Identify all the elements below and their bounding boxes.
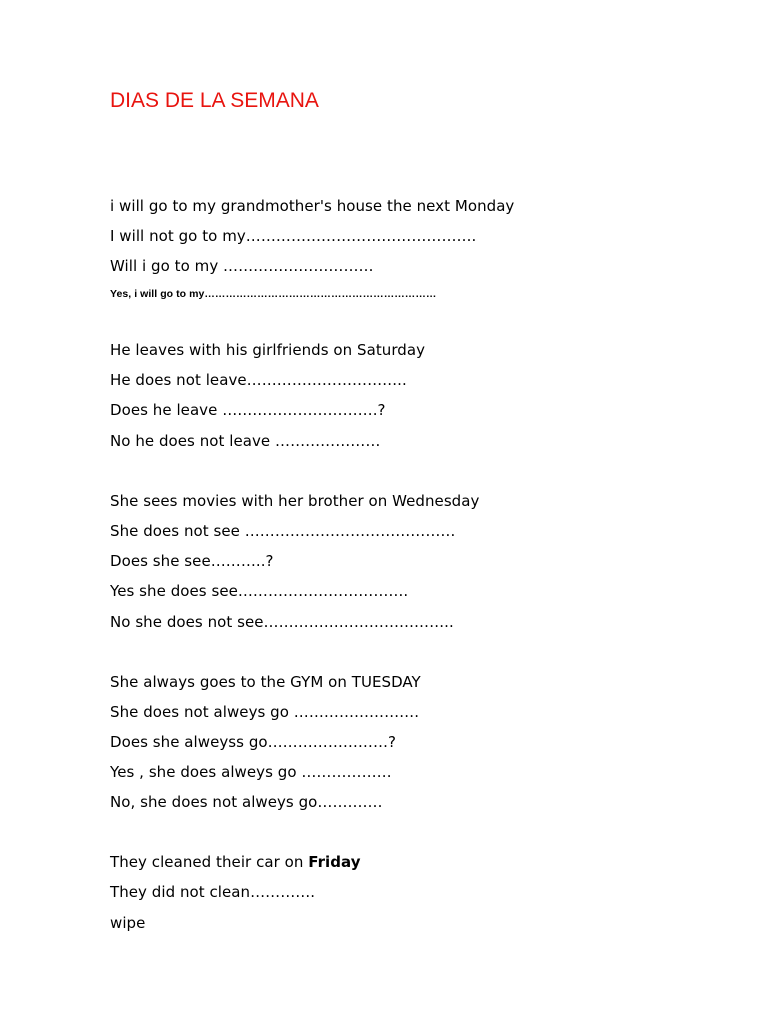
sentence-saturday-question: Does he leave ………………………….? <box>110 401 386 419</box>
sentence-friday-affirmative <box>110 853 361 871</box>
sentence-wednesday-negative: She does not see …………………………………… <box>110 522 456 540</box>
sentence-tuesday-answer-no: No, she does not alweys go…………. <box>110 793 383 811</box>
sentence-wednesday-question: Does she see………..? <box>110 552 274 570</box>
sentence-friday-text: They cleaned their car on <box>110 853 309 871</box>
document-title: DIAS DE LA SEMANA <box>110 89 319 112</box>
sentence-friday-bold-word: Friday <box>308 853 361 871</box>
sentence-saturday-affirmative: He leaves with his girlfriends on Saturday <box>110 341 426 359</box>
sentence-monday-affirmative: i will go to my grandmother's house the next Monday <box>110 197 515 215</box>
sentence-monday-question: Will i go to my ………………………… <box>110 257 374 275</box>
sentence-tuesday-affirmative: She always goes to the GYM on TUESDAY <box>110 673 421 691</box>
sentence-monday-answer: Yes, i will go to my………………………………………………………… <box>110 288 437 300</box>
sentence-saturday-answer: No he does not leave ………………… <box>110 432 381 450</box>
sentence-wednesday-answer-no: No she does not see……………………………….. <box>110 613 454 631</box>
sentence-wednesday-affirmative: She sees movies with her brother on Wednesday <box>110 492 480 510</box>
sentence-tuesday-question: Does she alweyss go……………………? <box>110 733 397 751</box>
sentence-wipe: wipe <box>110 914 146 932</box>
sentence-tuesday-negative: She does not alweys go ……………………. <box>110 703 420 721</box>
sentence-tuesday-answer-yes: Yes , she does alweys go ……………… <box>110 763 392 781</box>
sentence-friday-negative: They did not clean…………. <box>110 883 316 901</box>
sentence-monday-negative: I will not go to my………………………………………. <box>110 227 477 245</box>
sentence-wednesday-answer-yes: Yes she does see……………………………. <box>110 582 409 600</box>
sentence-saturday-negative: He does not leave………………………….. <box>110 371 407 389</box>
